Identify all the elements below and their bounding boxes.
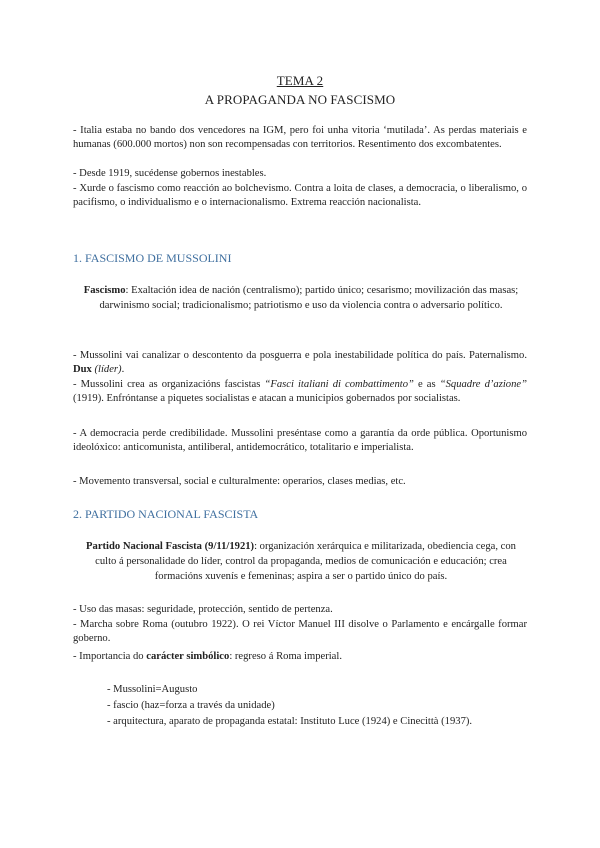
section-2-heading: 2. PARTIDO NACIONAL FASCISTA — [73, 507, 259, 521]
fascism-term: Fascismo — [83, 285, 126, 296]
fascism-definition-text: : Exaltación idea de nación (centralismo); partido único; cesarismo; movilización das masas; darwinismo social; tradicionalismo; patriotismo e uso da violencia contra o adversario político. — [99, 285, 519, 311]
party-definition — [76, 539, 526, 584]
bullet-1-end: . — [121, 364, 125, 376]
fascism-definition — [76, 283, 526, 313]
section-1-bullet-4: - Movemento transversal, social e culturalmente: operarios, clases medias, etc. — [73, 476, 406, 487]
section-1-bullet-1 — [73, 349, 527, 377]
section-1-heading: 1. FASCISMO DE MUSSOLINI — [73, 251, 232, 265]
sub-bullet-3: - arquitectura, aparato de propaganda estatal: Instituto Luce (1924) e Cinecittà (1937). — [107, 716, 473, 727]
section-2-bullet-3 — [73, 650, 527, 664]
bullet-2-text-b: e as — [413, 379, 440, 390]
document-title: TEMA 2 — [276, 73, 324, 88]
intro-paragraph-3: - Xurde o fascismo como reacción ao bolchevismo. Contra a loita de clases, a democracia, o liberalismo, o pacifismo, o individualismo e o internacionalismo. Extrema reacción nacionalista. — [73, 183, 527, 209]
section-1-bullet-3: - A democracia perde credibilidade. Mussolini preséntase como a garantía da orde pública. Oportunismo ideolóxico: anticomunista, antiliberal, antidemocrático, totalitario e imperialista. — [73, 428, 527, 454]
section-2-bullet-2: - Marcha sobre Roma (outubro 1922). O rei Víctor Manuel III disolve o Parlamento e encárgalle formar goberno. — [73, 619, 527, 645]
party-definition-text: : organización xerárquica e militarizada, obediencia cega, con culto á personalidade do líder, control da propaganda, medios de comunicación e educación; crea formacións xuvenís e femeninas; aspira a ser o partido único do país. — [95, 541, 516, 582]
intro-paragraph-1: - Italia estaba no bando dos vencedores na IGM, pero foi unha vitoria ‘mutilada’. As perdas materiais e humanas (600.000 mortos) non son recompensadas con territorios. Resentimento dos excombatentes. — [73, 125, 527, 151]
bullet-2-text-a: - Mussolini crea as organizacións fascistas — [73, 379, 265, 390]
section-1-bullet-2 — [73, 378, 527, 406]
fasci-name: “Fasci italiani di combattimento” — [264, 379, 414, 390]
bullet-2-text-c: (1919). Enfróntanse a piquetes socialistas e atacan a municipios gobernados por socialistas. — [73, 393, 461, 405]
sub-bullet-1: - Mussolini=Augusto — [107, 684, 198, 695]
leader-gloss: (líder) — [94, 364, 122, 376]
symbolic-term: carácter simbólico — [146, 651, 230, 662]
squadre-name: “Squadre d’azione” — [439, 379, 527, 390]
section-2-bullet-1: - Uso das masas: seguridade, protección, sentido de pertenza. — [73, 604, 333, 615]
sub-bullet-2: - fascio (haz=forza a través da unidade) — [107, 700, 275, 711]
bullet-3-text-c: : regreso á Roma imperial. — [229, 651, 342, 662]
bullet-3-text-a: - Importancia do — [73, 651, 147, 662]
document-subtitle: A PROPAGANDA NO FASCISMO — [204, 92, 396, 107]
dux-term: Dux — [73, 364, 92, 376]
party-term: Partido Nacional Fascista (9/11/1921) — [86, 541, 255, 552]
bullet-1-text: - Mussolini vai canalizar o descontento da posguerra e pola inestabilidade política do país. Paternalismo. — [73, 350, 527, 361]
intro-paragraph-2: - Desde 1919, sucédense gobernos inestables. — [73, 168, 267, 179]
